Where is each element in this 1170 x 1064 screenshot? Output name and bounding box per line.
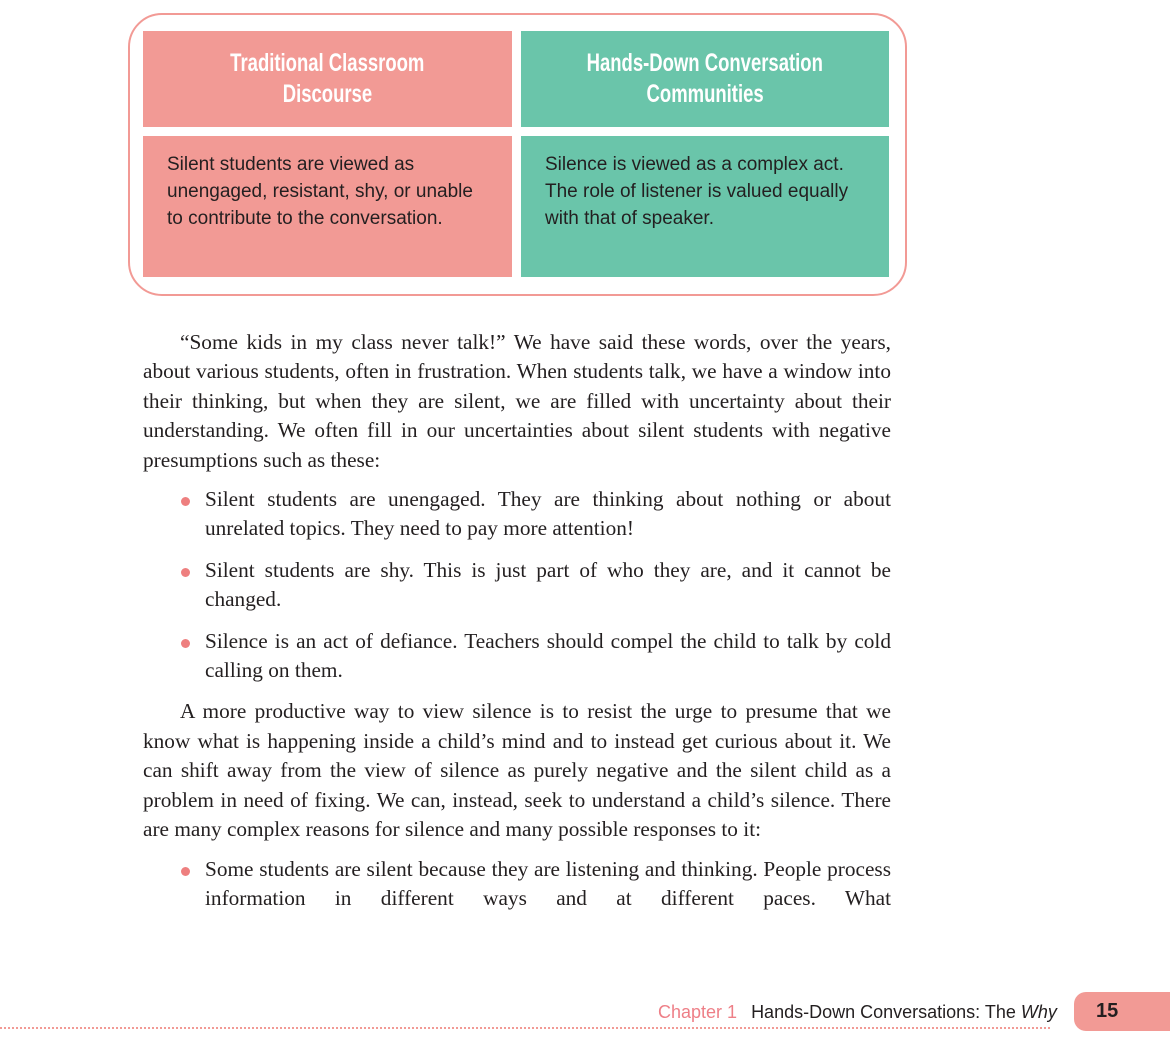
list-item: Some students are silent because they are listening and thinking. People process information in different ways and at different paces. What	[205, 855, 891, 914]
list-item: Silence is an act of defiance. Teachers should compel the child to talk by cold calling on them.	[205, 627, 891, 686]
page-number: 15	[1074, 992, 1170, 1031]
chapter-label: Chapter 1	[658, 1002, 738, 1022]
chapter-title-italic: Why	[1020, 1002, 1057, 1022]
header-line: Communities	[646, 80, 764, 108]
header-line: Hands-Down Conversation	[586, 49, 824, 77]
traditional-header	[143, 31, 512, 127]
hands-down-body: Silence is viewed as a complex act. The role of listener is valued equally with that of speaker.	[521, 136, 889, 277]
list-item: Silent students are shy. This is just part of who they are, and it cannot be changed.	[205, 556, 891, 615]
paragraph: “Some kids in my class never talk!” We have said these words, over the years, about various students, often in frustration. When students talk, we have a window into their thinking, but when they are silent, we are filled with uncertainty about their understanding. We often fill in our uncertainties about silent students with negative presumptions such as these:	[143, 330, 891, 472]
hands-down-header	[521, 31, 889, 127]
traditional-body: Silent students are viewed as unengaged, resistant, shy, or unable to contribute to the conversation.	[143, 136, 512, 277]
list-item: Silent students are unengaged. They are thinking about nothing or about unrelated topics. They need to pay more attention!	[205, 485, 891, 544]
footer-divider	[0, 1027, 1050, 1029]
bullet-list	[143, 485, 891, 685]
bullet-list	[143, 855, 891, 914]
chapter-title: Hands-Down Conversations: The	[751, 1002, 1021, 1022]
paragraph: A more productive way to view silence is to resist the urge to presume that we know what is happening inside a child’s mind and to instead get curious about it. We can shift away from the view of silence as purely negative and the silent child as a problem in need of fixing. We can, instead, seek to understand a child’s silence. There are many complex reasons for silence and many possible responses to it:	[143, 699, 891, 842]
header-line: Traditional Classroom	[230, 49, 425, 77]
running-footer	[658, 1002, 1057, 1023]
header-line: Discourse	[282, 80, 373, 108]
body-text	[143, 328, 891, 925]
